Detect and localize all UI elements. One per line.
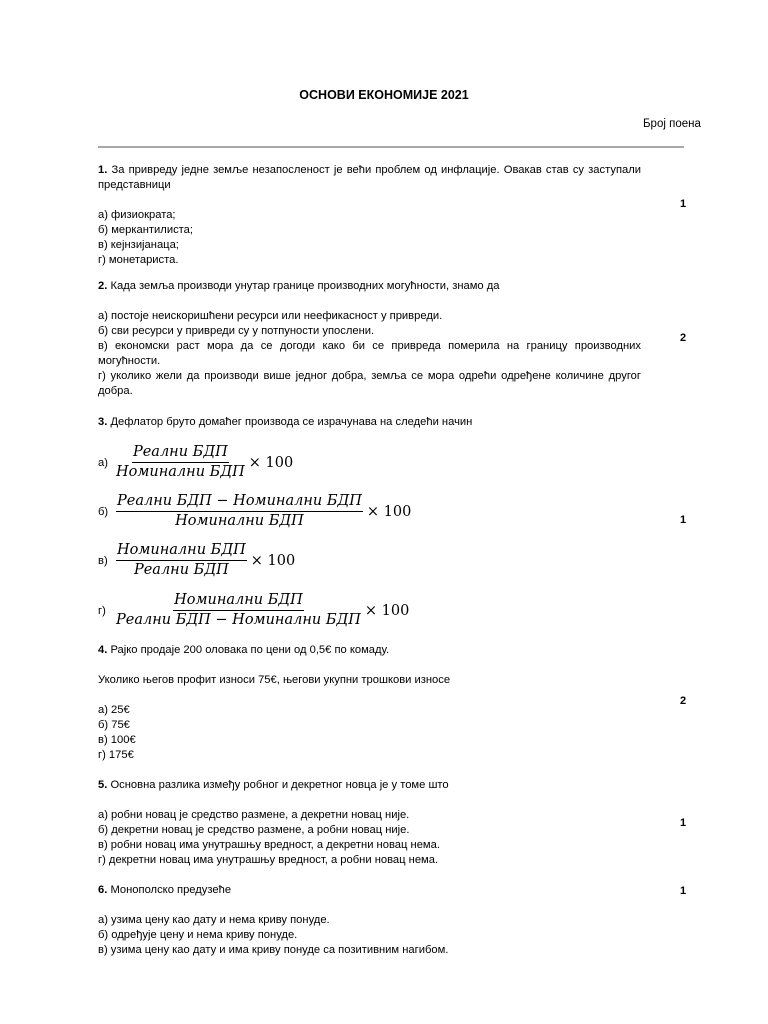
fraction-denominator: Номинални БДП [175, 513, 304, 529]
question-2-stem [98, 279, 641, 294]
question-5 [98, 778, 641, 868]
fraction [116, 444, 245, 481]
option-label: в) [98, 554, 108, 567]
question-5-points: 1 [679, 817, 687, 829]
formula-option-a [98, 444, 293, 481]
option-label: б) [98, 505, 109, 518]
option-a: а) робни новац је средство размене, а декретни новац није. [98, 809, 410, 821]
question-6-stem [98, 883, 641, 898]
option-d: г) 175€ [98, 749, 134, 761]
document-title: ОСНОВИ ЕКОНОМИЈЕ 2021 [299, 88, 469, 102]
option-label: г) [98, 604, 106, 617]
question-4-stem [98, 643, 641, 658]
question-2-text: Када земља производи унутар границе производних могућности, знамо да [110, 280, 500, 292]
formula-option-b [98, 493, 411, 530]
points-column-header: Број поена [643, 118, 701, 130]
fraction-denominator: Реални БДП [133, 562, 229, 578]
question-5-text: Основна разлика између робног и декретног новца је у томе што [110, 779, 449, 791]
option-b: б) одређује цену и нема криву понуде. [98, 929, 298, 941]
question-3-number: 3. [98, 416, 108, 428]
fraction-numerator: Реални БДП [132, 444, 229, 463]
question-2-points: 2 [679, 332, 687, 344]
option-label: а) [98, 456, 108, 469]
question-3-points: 1 [679, 514, 687, 526]
question-1-text: За привреду једне земље незапосленост је већи проблем од инфлације. Овакав став су заступали представници [98, 164, 641, 191]
multiplier: × 100 [250, 552, 296, 569]
fraction-numerator: Номинални БДП [116, 542, 247, 561]
option-b: б) меркантилиста; [98, 224, 193, 236]
question-4-points: 2 [679, 695, 687, 707]
question-4-text-2: Уколико његов профит износи 75€, његови укупни трошкови износе [98, 674, 451, 686]
question-3-text: Дефлатор бруто домаћег производа се израчунава на следећи начин [110, 416, 473, 428]
formula-option-d [98, 592, 409, 629]
option-b: б) сви ресурси у привреди су у потпуности упослени. [98, 325, 375, 337]
fraction [116, 493, 363, 530]
option-c: в) узима цену као дату и има криву понуде са позитивним нагибом. [98, 944, 449, 956]
option-d: г) декретни новац има унутрашњу вредност, а робни новац нема. [98, 854, 439, 866]
multiplier: × 100 [248, 454, 294, 471]
question-6-points: 1 [679, 885, 687, 897]
question-1-stem [98, 163, 641, 193]
option-c: в) економски раст мора да се догоди како би се привреда померила на границу производних могућности. [98, 340, 641, 367]
question-4-text: Рајко продаје 200 оловака по цени од 0,5€ по комаду. [110, 644, 390, 656]
question-6 [98, 883, 641, 958]
question-6-text: Монополско предузеће [110, 884, 232, 896]
fraction-numerator: Реални БДП − Номинални БДП [116, 493, 363, 512]
option-a: а) узима цену као дату и нема криву понуде. [98, 914, 330, 926]
option-a: а) постоје неискоришћени ресурси или неефикасност у привреди. [98, 310, 443, 322]
question-4-number: 4. [98, 644, 108, 656]
option-d: г) монетариста. [98, 254, 179, 266]
option-b: б) 75€ [98, 719, 130, 731]
question-2-number: 2. [98, 280, 108, 292]
question-1-number: 1. [98, 164, 108, 176]
fraction [116, 542, 247, 579]
question-3-stem [98, 415, 641, 430]
fraction-denominator: Номинални БДП [116, 464, 245, 480]
question-3 [98, 415, 641, 430]
question-1-points: 1 [679, 198, 687, 210]
option-a: а) 25€ [98, 704, 130, 716]
formula-option-c [98, 542, 295, 579]
multiplier: × 100 [366, 503, 412, 520]
fraction [116, 592, 361, 629]
fraction-numerator: Номинални БДП [173, 592, 304, 611]
question-5-stem [98, 778, 641, 793]
question-2 [98, 279, 641, 399]
option-a: а) физиократа; [98, 209, 176, 221]
header-divider [98, 146, 684, 148]
option-c: в) кејнзијанаца; [98, 239, 179, 251]
option-c: в) робни новац има унутрашњу вредност, а декретни новац нема. [98, 839, 440, 851]
question-5-number: 5. [98, 779, 108, 791]
option-d: г) уколико жели да производи више једног добра, земља се мора одрећи одређене количине другог добра. [98, 370, 641, 397]
question-1 [98, 163, 641, 268]
option-c: в) 100€ [98, 734, 136, 746]
fraction-denominator: Реални БДП − Номинални БДП [116, 612, 361, 628]
question-6-number: 6. [98, 884, 108, 896]
option-b: б) декретни новац је средство размене, а робни новац није. [98, 824, 410, 836]
multiplier: × 100 [364, 602, 410, 619]
question-4 [98, 643, 641, 763]
